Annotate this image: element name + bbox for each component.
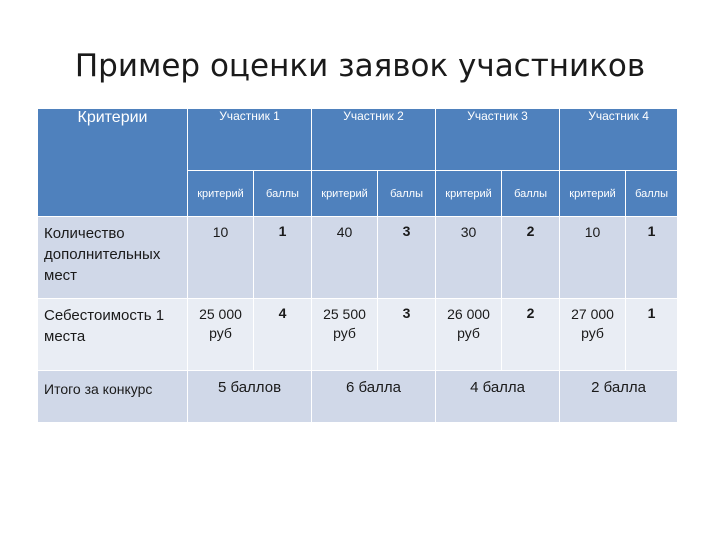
criterion-value: 26 000 руб bbox=[436, 299, 502, 371]
table-row bbox=[38, 217, 678, 299]
points-value: 3 bbox=[378, 299, 436, 371]
points-value: 4 bbox=[254, 299, 312, 371]
sub-header-points: баллы bbox=[502, 171, 560, 217]
points-value: 1 bbox=[254, 217, 312, 299]
points-value: 2 bbox=[502, 217, 560, 299]
sub-header-criterion: критерий bbox=[560, 171, 626, 217]
criterion-value: 30 bbox=[436, 217, 502, 299]
sub-header-points: баллы bbox=[626, 171, 678, 217]
total-value: 2 балла bbox=[560, 371, 678, 423]
criterion-label: Себестоимость 1 места bbox=[38, 299, 188, 371]
criterion-value: 27 000 руб bbox=[560, 299, 626, 371]
criterion-value: 10 bbox=[560, 217, 626, 299]
participant-1-header: Участник 1 bbox=[188, 109, 312, 171]
criterion-value: 40 bbox=[312, 217, 378, 299]
sub-header-criterion: критерий bbox=[188, 171, 254, 217]
participant-4-header: Участник 4 bbox=[560, 109, 678, 171]
points-value: 3 bbox=[378, 217, 436, 299]
sub-header-criterion: критерий bbox=[312, 171, 378, 217]
criterion-label: Количество дополнительных мест bbox=[38, 217, 188, 299]
total-label: Итого за конкурс bbox=[38, 371, 188, 423]
points-value: 1 bbox=[626, 217, 678, 299]
table-row bbox=[38, 299, 678, 371]
sub-header-points: баллы bbox=[254, 171, 312, 217]
total-value: 5 баллов bbox=[188, 371, 312, 423]
total-value: 4 балла bbox=[436, 371, 560, 423]
points-value: 2 bbox=[502, 299, 560, 371]
total-value: 6 балла bbox=[312, 371, 436, 423]
criterion-value: 25 500 руб bbox=[312, 299, 378, 371]
points-value: 1 bbox=[626, 299, 678, 371]
sub-header-criterion: критерий bbox=[436, 171, 502, 217]
participant-3-header: Участник 3 bbox=[436, 109, 560, 171]
criterion-value: 25 000 руб bbox=[188, 299, 254, 371]
total-row bbox=[38, 371, 678, 423]
sub-header-points: баллы bbox=[378, 171, 436, 217]
criteria-header: Критерии bbox=[38, 109, 188, 217]
criterion-value: 10 bbox=[188, 217, 254, 299]
slide-title: Пример оценки заявок участников bbox=[74, 48, 646, 84]
evaluation-table bbox=[37, 108, 678, 423]
participant-2-header: Участник 2 bbox=[312, 109, 436, 171]
